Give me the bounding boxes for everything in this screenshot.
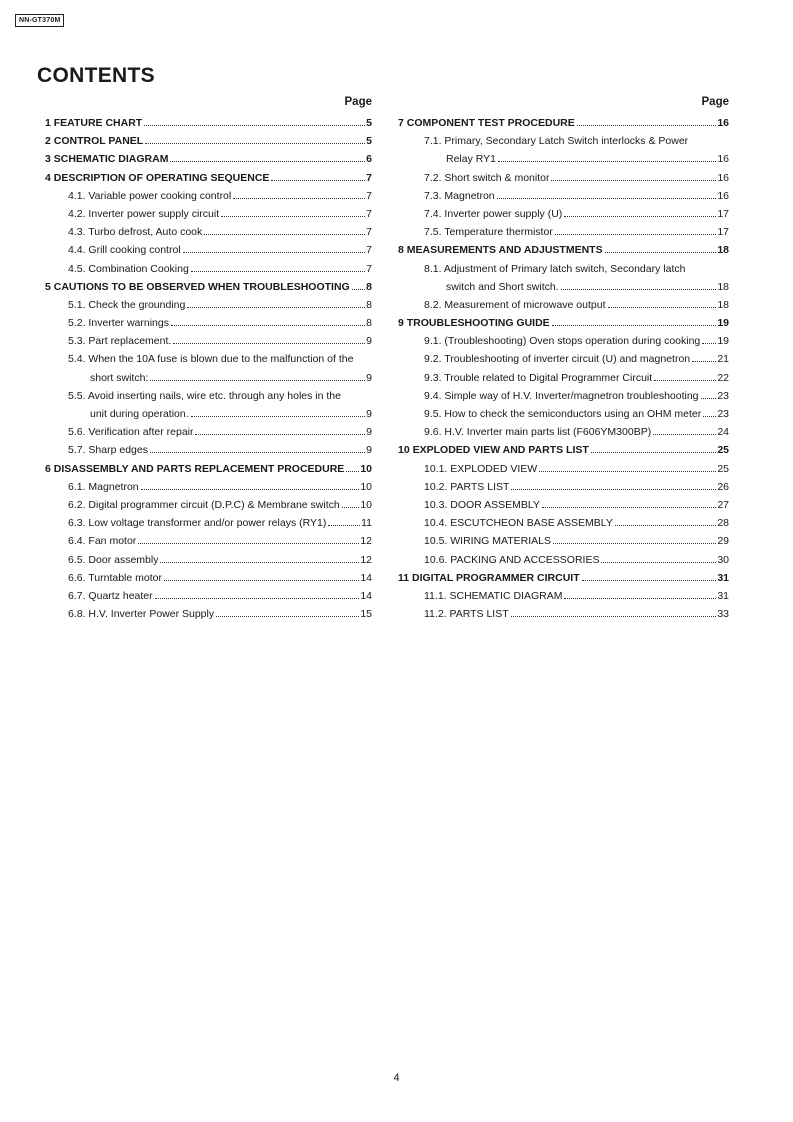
dot-leader: [328, 525, 360, 526]
toc-entry-row: [45, 169, 372, 187]
toc-entry-row: [45, 496, 372, 514]
toc-entry-row: [45, 532, 372, 550]
toc-entry[interactable]: [45, 551, 372, 569]
toc-entry[interactable]: [45, 441, 372, 459]
toc-entry-row: [45, 296, 372, 314]
toc-entry-row: [45, 441, 372, 459]
dot-leader: [173, 343, 365, 344]
toc-entry[interactable]: [45, 132, 372, 150]
toc-entry-row: [398, 605, 729, 623]
dot-leader: [144, 125, 365, 126]
toc-entry-row: [45, 205, 372, 223]
dot-leader: [555, 234, 717, 235]
toc-entry-row: [398, 587, 729, 605]
toc-entry[interactable]: [45, 587, 372, 605]
toc-entry[interactable]: [398, 187, 729, 205]
toc-entry-row: [45, 278, 372, 296]
dot-leader: [342, 507, 360, 508]
toc-entry[interactable]: [398, 441, 729, 459]
toc-entry-row: [45, 478, 372, 496]
toc-entry[interactable]: [398, 369, 729, 387]
toc-entry[interactable]: [45, 241, 372, 259]
toc-entry-row: [45, 423, 372, 441]
dot-leader: [539, 471, 716, 472]
page-column-heading: Page: [701, 96, 729, 108]
toc-entry[interactable]: [398, 514, 729, 532]
toc-entry-title: 5.3. Part replacement.: [68, 335, 172, 348]
toc-entry-page: 8: [366, 298, 372, 311]
toc-entry-title: 9.3. Trouble related to Digital Programmer Circuit: [424, 371, 653, 384]
toc-entry-row: [45, 150, 372, 168]
dot-leader: [191, 416, 366, 417]
dot-leader: [150, 452, 365, 453]
toc-entry-title: 6.1. Magnetron: [68, 480, 139, 493]
toc-entry[interactable]: [45, 332, 372, 350]
dot-leader: [171, 325, 365, 326]
toc-entry-title: 5 CAUTIONS TO BE OBSERVED WHEN TROUBLESHOOTING: [45, 280, 350, 293]
dot-leader: [204, 234, 365, 235]
toc-entry-page: 10: [360, 480, 372, 493]
toc-entry-title: 9.2. Troubleshooting of inverter circuit (U) and magnetron: [424, 353, 691, 366]
toc-entry[interactable]: [398, 405, 729, 423]
toc-entry-title-continued: short switch:: [90, 371, 149, 384]
toc-entry-row: [398, 569, 729, 587]
toc-entry[interactable]: [45, 205, 372, 223]
toc-entry-title: 6.2. Digital programmer circuit (D.P.C) & Membrane switch: [68, 498, 340, 511]
toc-entry-continuation-row: [45, 405, 372, 423]
toc-entry-page: 7: [366, 226, 372, 239]
toc-entry-page: 18: [717, 280, 729, 293]
toc-entry-page: 7: [366, 171, 372, 184]
toc-entry[interactable]: [45, 605, 372, 623]
toc-entry-title: 9.4. Simple way of H.V. Inverter/magnetron troubleshooting: [424, 389, 699, 402]
toc-entry-row: [398, 187, 729, 205]
toc-entry-page: 16: [717, 153, 729, 166]
toc-column-right: [398, 94, 729, 623]
toc-entry-page: 8: [366, 280, 372, 293]
toc-entry-page: 6: [366, 153, 372, 166]
toc-entry-title: 8.2. Measurement of microwave output: [424, 298, 606, 311]
dot-leader: [591, 452, 717, 453]
toc-entry-title: 5.6. Verification after repair: [68, 426, 194, 439]
toc-entry-title: 11 DIGITAL PROGRAMMER CIRCUIT: [398, 571, 580, 584]
dot-leader: [564, 216, 716, 217]
toc-entry[interactable]: [45, 114, 372, 132]
dot-leader: [551, 180, 716, 181]
dot-leader: [692, 361, 716, 362]
toc-entry-page: 29: [717, 535, 729, 548]
toc-column-left: [45, 94, 372, 623]
toc-entry-page: 12: [360, 553, 372, 566]
toc-entry-page: 16: [717, 117, 729, 129]
toc-entry-row: [398, 314, 729, 332]
toc-entry[interactable]: [398, 241, 729, 259]
toc-entry[interactable]: [45, 532, 372, 550]
toc-entry-page: 27: [717, 498, 729, 511]
toc-entry-continuation-row: [45, 369, 372, 387]
toc-entry-title: 11.1. SCHEMATIC DIAGRAM: [424, 589, 563, 602]
dot-leader: [702, 343, 716, 344]
dot-leader: [150, 380, 365, 381]
toc-entry-row: [45, 260, 372, 278]
dot-leader: [553, 543, 716, 544]
toc-entry-page: 23: [717, 408, 729, 420]
toc-entry-row: [398, 423, 729, 441]
dot-leader: [271, 180, 365, 181]
toc-entry-title: 4.1. Variable power cooking control: [68, 189, 232, 202]
toc-entry-title: 4.3. Turbo defrost, Auto cook: [68, 226, 203, 239]
toc-entry-row: [398, 169, 729, 187]
dot-leader: [552, 325, 717, 326]
dot-leader: [221, 216, 365, 217]
toc-entry-title-continued: switch and Short switch.: [446, 280, 559, 293]
toc-entry-title: 4.2. Inverter power supply circuit: [68, 207, 220, 220]
model-tag: NN-GT370M: [15, 14, 64, 27]
toc-entry[interactable]: [45, 514, 372, 532]
dot-leader: [191, 271, 365, 272]
toc-entry[interactable]: [45, 187, 372, 205]
page-title: CONTENTS: [37, 64, 155, 87]
toc-entry-page: 14: [360, 571, 372, 584]
toc-entry-page: 16: [717, 189, 729, 202]
toc-entry[interactable]: [398, 132, 729, 168]
toc-entry-page: 14: [360, 589, 372, 602]
toc-entry-page: 10: [360, 462, 372, 475]
toc-entry-title: 6.6. Turntable motor: [68, 571, 162, 584]
toc-entry[interactable]: [398, 551, 729, 569]
toc-entry[interactable]: [45, 478, 372, 496]
dot-leader: [160, 562, 359, 563]
toc-entry-row: [398, 551, 729, 569]
toc-entry-page: 16: [717, 171, 729, 184]
toc-entry[interactable]: [398, 314, 729, 332]
dot-leader: [216, 616, 359, 617]
dot-leader: [497, 198, 717, 199]
toc-entry-row: [398, 405, 729, 423]
toc-entry[interactable]: [45, 387, 372, 423]
toc-entry-page: 11: [361, 517, 372, 530]
toc-entry-title: 10 EXPLODED VIEW AND PARTS LIST: [398, 444, 589, 457]
toc-entry[interactable]: [398, 387, 729, 405]
toc-entry-row: [45, 241, 372, 259]
toc-entry-row: [398, 296, 729, 314]
toc-entry-title: 10.5. WIRING MATERIALS: [424, 535, 551, 548]
toc-entry[interactable]: [45, 278, 372, 296]
dot-leader: [615, 525, 716, 526]
toc-entry-title: 6.8. H.V. Inverter Power Supply: [68, 608, 215, 621]
toc-entry-page: 9: [366, 371, 372, 384]
page-number: 4: [393, 1072, 400, 1084]
toc-entry-row: [398, 387, 729, 405]
dot-leader: [195, 434, 365, 435]
toc-entry-page: 23: [717, 389, 729, 402]
toc-entry[interactable]: [45, 260, 372, 278]
toc-entry[interactable]: [45, 423, 372, 441]
dot-leader: [145, 143, 365, 144]
toc-entry[interactable]: [398, 569, 729, 587]
toc-entry-row: [45, 587, 372, 605]
toc-entry-row: [45, 569, 372, 587]
dot-leader: [164, 580, 359, 581]
toc-entry-title: 6.3. Low voltage transformer and/or power relays (RY1): [68, 517, 327, 530]
toc-entry[interactable]: [45, 314, 372, 332]
dot-leader: [170, 161, 365, 162]
toc-entry-page: 25: [717, 444, 729, 457]
toc-entry[interactable]: [398, 169, 729, 187]
toc-entry-page: 19: [717, 317, 729, 330]
toc-entry-title: 4.5. Combination Cooking: [68, 262, 189, 275]
toc-entry-page: 18: [717, 244, 729, 257]
toc-entry-page: 18: [717, 298, 729, 311]
toc-entry-page: 31: [717, 589, 729, 602]
toc-entry-page: 17: [717, 226, 729, 239]
toc-entry[interactable]: [398, 587, 729, 605]
toc-entry[interactable]: [398, 296, 729, 314]
toc-entry-title: 9 TROUBLESHOOTING GUIDE: [398, 317, 550, 330]
toc-entry-row: [45, 132, 372, 150]
toc-entry-page: 12: [360, 535, 372, 548]
toc-entry[interactable]: [398, 532, 729, 550]
toc-entry-title-continued: Relay RY1: [446, 153, 496, 166]
toc-entry[interactable]: [398, 423, 729, 441]
toc-entry-page: 10: [360, 498, 372, 511]
dot-leader: [561, 289, 717, 290]
toc-entry[interactable]: [398, 260, 729, 296]
toc-entry-title: 6.7. Quartz heater: [68, 589, 153, 602]
toc-entry-title: 6 DISASSEMBLY AND PARTS REPLACEMENT PROCEDURE: [45, 462, 345, 475]
toc-entry-page: 7: [366, 207, 372, 220]
toc-entry[interactable]: [398, 496, 729, 514]
page-column-heading: Page: [344, 96, 372, 108]
toc-entry-title-continued: unit during operation.: [90, 408, 189, 420]
toc-entry-title: 7.4. Inverter power supply (U): [424, 207, 563, 220]
toc-entry[interactable]: [398, 223, 729, 241]
toc-entry-page: 5: [366, 117, 372, 129]
toc-entry[interactable]: [398, 460, 729, 478]
toc-entry-page: 21: [717, 353, 729, 366]
toc-entry-row: [45, 332, 372, 350]
toc-entry-page: 7: [366, 262, 372, 275]
toc-entry-title: 10.4. ESCUTCHEON BASE ASSEMBLY: [424, 517, 613, 530]
toc-entry[interactable]: [45, 569, 372, 587]
toc-entry-row: [398, 114, 729, 132]
toc-entry-page: 19: [717, 335, 729, 348]
toc-entry-row: [398, 532, 729, 550]
toc-entry[interactable]: [398, 332, 729, 350]
toc-entry-row: [398, 496, 729, 514]
toc-entry-row: [398, 514, 729, 532]
dot-leader: [498, 161, 716, 162]
dot-leader: [141, 489, 360, 490]
toc-entry[interactable]: [398, 114, 729, 132]
toc-entry-row: [398, 223, 729, 241]
toc-entry-title: 4.4. Grill cooking control: [68, 244, 181, 257]
toc-entry-page: 9: [366, 408, 372, 420]
dot-leader: [542, 507, 716, 508]
toc-entry-row: [398, 350, 729, 368]
toc-entry-row: [398, 332, 729, 350]
toc-entry-title: 10.2. PARTS LIST: [424, 480, 510, 493]
toc-entry-page: 24: [717, 426, 729, 439]
toc-entry-row: [398, 369, 729, 387]
toc-entry-page: 9: [366, 335, 372, 348]
dot-leader: [582, 580, 717, 581]
toc-entry-continuation-row: [398, 150, 729, 168]
toc-entry-page: 8: [366, 317, 372, 330]
toc-entry-page: 28: [717, 517, 729, 530]
toc-entry-title: 6.5. Door assembly: [68, 553, 159, 566]
toc-entry-title: 9.6. H.V. Inverter main parts list (F606YM300BP): [424, 426, 652, 439]
toc-entry-title: 5.7. Sharp edges: [68, 444, 148, 457]
toc-entry-row: [45, 551, 372, 569]
dot-leader: [346, 471, 359, 472]
toc-entry-row: [398, 460, 729, 478]
toc-entry-title: 7.2. Short switch & monitor: [424, 171, 550, 184]
toc-entry-page: 30: [717, 553, 729, 566]
toc-entry[interactable]: [398, 605, 729, 623]
toc-entry-page: 9: [366, 444, 372, 457]
toc-entry-title: 10.3. DOOR ASSEMBLY: [424, 498, 540, 511]
toc-entry-title: 7 COMPONENT TEST PROCEDURE: [398, 117, 575, 129]
toc-entries-left: [45, 114, 372, 623]
toc-entry-title: 2 CONTROL PANEL: [45, 135, 144, 148]
toc-entry-row: [45, 187, 372, 205]
toc-entry-page: 33: [717, 608, 729, 621]
toc-entry-row: [45, 314, 372, 332]
toc-entry[interactable]: [45, 169, 372, 187]
toc-entry-title: 8.1. Adjustment of Primary latch switch, Secondary latch: [424, 262, 686, 275]
toc-entry-title: 9.1. (Troubleshooting) Oven stops operation during cooking: [424, 335, 701, 348]
dot-leader: [511, 489, 716, 490]
dot-leader: [703, 416, 716, 417]
toc-entry[interactable]: [398, 350, 729, 368]
toc-entry-title: 4 DESCRIPTION OF OPERATING SEQUENCE: [45, 171, 270, 184]
toc-entry-row: [45, 223, 372, 241]
toc-entry-title: 10.1. EXPLODED VIEW: [424, 462, 538, 475]
dot-leader: [155, 598, 360, 599]
toc-entry-page: 15: [360, 608, 372, 621]
toc-entries-right: [398, 114, 729, 623]
toc-entry-title: 5.2. Inverter warnings: [68, 317, 169, 330]
toc-entry-page: 25: [717, 462, 729, 475]
toc-entry[interactable]: [45, 150, 372, 168]
toc-entry-title: 5.1. Check the grounding: [68, 298, 186, 311]
dot-leader: [183, 252, 366, 253]
toc-entry-row: [398, 241, 729, 259]
toc-entry-continuation-row: [398, 278, 729, 296]
dot-leader: [233, 198, 365, 199]
toc-entry-row: [398, 478, 729, 496]
toc-entry-page: 9: [366, 426, 372, 439]
toc-entry[interactable]: [45, 223, 372, 241]
dot-leader: [187, 307, 365, 308]
toc-entry[interactable]: [398, 205, 729, 223]
toc-entry-page: 17: [717, 207, 729, 220]
toc-entry-title: 7.1. Primary, Secondary Latch Switch interlocks & Power: [424, 135, 689, 148]
toc-entry-title: 3 SCHEMATIC DIAGRAM: [45, 153, 169, 166]
toc-entry[interactable]: [45, 350, 372, 386]
toc-entry[interactable]: [45, 496, 372, 514]
toc-entry-page: 26: [717, 480, 729, 493]
toc-entry-title: 7.5. Temperature thermistor: [424, 226, 553, 239]
dot-leader: [138, 543, 359, 544]
dot-leader: [701, 398, 717, 399]
toc-entry-title: 5.5. Avoid inserting nails, wire etc. through any holes in the: [68, 389, 341, 402]
toc-entry[interactable]: [45, 296, 372, 314]
toc-entry-row: [398, 441, 729, 459]
dot-leader: [601, 562, 716, 563]
toc-entry-title: 6.4. Fan motor: [68, 535, 137, 548]
toc-entry-row: [45, 514, 372, 532]
dot-leader: [511, 616, 717, 617]
dot-leader: [605, 252, 717, 253]
toc-entry-title: 5.4. When the 10A fuse is blown due to the malfunction of the: [68, 353, 354, 366]
toc-entry-page: 31: [717, 571, 729, 584]
dot-leader: [653, 434, 716, 435]
toc-entry-row: [45, 460, 372, 478]
toc-entry[interactable]: [398, 478, 729, 496]
toc-entry-page: 22: [717, 371, 729, 384]
toc-entry-title: 9.5. How to check the semiconductors using an OHM meter: [424, 408, 702, 420]
toc-entry-title: 1 FEATURE CHART: [45, 117, 143, 129]
toc-entry-page: 7: [366, 189, 372, 202]
toc-entry-row: [398, 205, 729, 223]
toc-entry-title: 8 MEASUREMENTS AND ADJUSTMENTS: [398, 244, 603, 257]
toc-entry[interactable]: [45, 460, 372, 478]
toc-entry-page: 5: [366, 135, 372, 148]
dot-leader: [564, 598, 716, 599]
dot-leader: [577, 125, 717, 126]
toc-entry-row: [45, 114, 372, 132]
dot-leader: [352, 289, 365, 290]
dot-leader: [654, 380, 716, 381]
toc-entry-title: 11.2. PARTS LIST: [424, 608, 509, 621]
toc-entry-page: 7: [366, 244, 372, 257]
dot-leader: [608, 307, 717, 308]
toc-entry-row: [45, 605, 372, 623]
toc-entry-title: 7.3. Magnetron: [424, 189, 495, 202]
toc-entry-title: 10.6. PACKING AND ACCESSORIES: [424, 553, 600, 566]
